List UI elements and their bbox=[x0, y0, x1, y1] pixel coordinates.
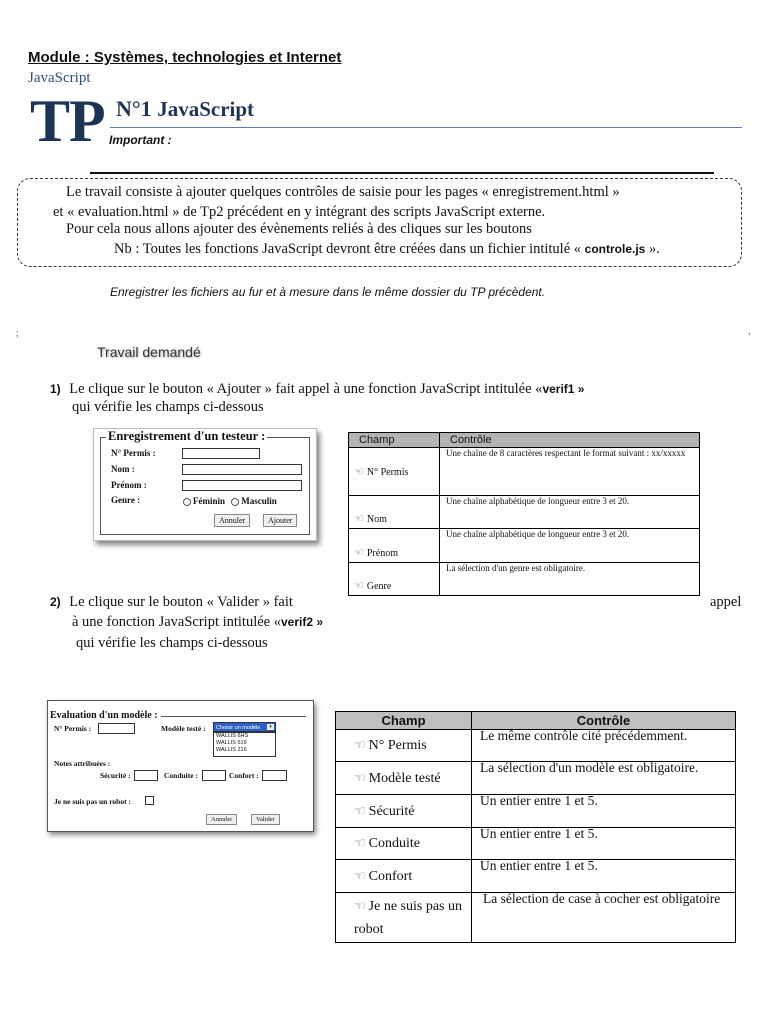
intro-box bbox=[17, 178, 742, 267]
champ-label: N° Permis bbox=[366, 467, 409, 478]
table-row bbox=[349, 563, 700, 596]
question-2 bbox=[50, 594, 293, 611]
question-2-line-2 bbox=[72, 614, 323, 631]
hand-pointer-icon: ☜ bbox=[354, 547, 364, 559]
important-label: Important : bbox=[109, 133, 172, 147]
form-legend: Enregistrement d'un testeur : bbox=[108, 429, 266, 443]
annuler-button[interactable]: Annuler bbox=[214, 514, 250, 527]
intro-line-3: Pour cela nous allons ajouter des évènements reliés à des cliques sur les boutons bbox=[66, 221, 532, 237]
champ-label: Sécurité bbox=[368, 803, 415, 819]
table-1-cell-champ bbox=[349, 529, 440, 563]
modele-options-list bbox=[213, 732, 276, 757]
separator-line bbox=[90, 172, 714, 174]
prenom-input[interactable] bbox=[182, 480, 302, 491]
champ-label: Modèle testé bbox=[368, 770, 441, 786]
form-evaluation-screenshot bbox=[47, 700, 314, 832]
table-2-cell-controle: Le même contrôle cité précédemment. bbox=[472, 730, 736, 762]
form-2-annuler-button[interactable]: Annuler bbox=[206, 814, 237, 825]
champ-label: Confort bbox=[368, 868, 413, 884]
chevron-down-icon[interactable]: ▾ bbox=[267, 724, 274, 730]
table-1-header-champ: Champ bbox=[349, 433, 440, 448]
question-2-text-2: à une fonction JavaScript intitulée « bbox=[72, 614, 281, 630]
masculin-radio[interactable] bbox=[231, 498, 239, 506]
table-row bbox=[336, 762, 736, 795]
question-1-number: 1) bbox=[50, 382, 61, 396]
question-1 bbox=[50, 381, 584, 398]
question-2-text-3: qui vérifie les champs ci-dessous bbox=[76, 635, 268, 651]
table-2-header-controle: Contrôle bbox=[472, 712, 736, 730]
champ-label: Je ne suis pas un robot bbox=[354, 899, 462, 937]
table-2-cell-controle: Un entier entre 1 et 5. bbox=[472, 828, 736, 860]
table-2-cell-champ bbox=[336, 828, 472, 860]
form-fieldset bbox=[100, 429, 310, 535]
table-2-cell-champ bbox=[336, 860, 472, 893]
feminin-radio[interactable] bbox=[183, 498, 191, 506]
table-controles-1 bbox=[348, 432, 700, 596]
securite-label: Sécurité : bbox=[100, 771, 131, 780]
intro-line-4-prefix: Nb : Toutes les fonctions JavaScript devront être créées dans un fichier intitulé « bbox=[114, 241, 582, 257]
table-row bbox=[349, 529, 700, 563]
margin-mark-right: , bbox=[748, 326, 751, 337]
modele-label: Modèle testé : bbox=[161, 724, 206, 733]
hand-pointer-icon: ☜ bbox=[354, 769, 366, 785]
confort-label: Confort : bbox=[229, 771, 259, 780]
table-2-cell-champ bbox=[336, 762, 472, 795]
genre-options bbox=[183, 496, 277, 506]
form-2-permis-input[interactable] bbox=[98, 723, 135, 734]
question-1-text: Le clique sur le bouton « Ajouter » fait appel à une fonction JavaScript intitulée « bbox=[69, 381, 543, 397]
intro-line-1: Le travail consiste à ajouter quelques contrôles de saisie pour les pages « enregistrement.html » bbox=[66, 184, 620, 200]
table-controles-2 bbox=[335, 711, 736, 943]
intro-file-name: controle.js bbox=[584, 242, 646, 256]
intro-line-4 bbox=[114, 241, 660, 258]
section-title: Travail demandé bbox=[97, 344, 201, 360]
margin-mark-left: ; bbox=[16, 328, 19, 339]
question-2-function: verif2 » bbox=[280, 615, 324, 629]
modele-option[interactable]: WALLIS 216 bbox=[216, 747, 247, 753]
form-enregistrement-screenshot bbox=[93, 428, 317, 541]
tp-logo-text: TP bbox=[30, 88, 105, 154]
table-2-cell-controle: La sélection d'un modèle est obligatoire. bbox=[472, 762, 736, 795]
table-2-cell-champ bbox=[336, 893, 472, 943]
notes-label: Notes attribuées : bbox=[54, 759, 111, 768]
question-1-function: verif1 » bbox=[542, 382, 585, 396]
permis-input[interactable] bbox=[182, 448, 260, 459]
table-1-cell-controle: La sélection d'un genre est obligatoire. bbox=[440, 563, 700, 596]
form-2-permis-label: N° Permis : bbox=[54, 724, 92, 733]
hand-pointer-icon: ☜ bbox=[354, 466, 364, 478]
table-row bbox=[336, 730, 736, 762]
nom-label: Nom : bbox=[111, 464, 135, 474]
tp-number-title bbox=[116, 96, 254, 122]
table-row bbox=[336, 860, 736, 893]
table-row bbox=[349, 496, 700, 529]
table-2-cell-champ bbox=[336, 795, 472, 828]
table-1-cell-champ bbox=[349, 563, 440, 596]
modele-select-value: Choisir un modèle bbox=[216, 725, 261, 731]
table-1-cell-controle: Une chaîne de 8 caractères respectant le format suivant : xx/xxxxx bbox=[440, 448, 700, 496]
tp-number: N°1 bbox=[116, 96, 152, 121]
intro-line-2: et « evaluation.html » de Tp2 précédent en y intégrant des scripts JavaScript externe. bbox=[53, 204, 546, 220]
modele-option[interactable]: WALLIS 6HS bbox=[216, 733, 249, 739]
table-1-cell-champ bbox=[349, 448, 440, 496]
hand-pointer-icon: ☜ bbox=[354, 580, 364, 592]
modele-option[interactable]: WALLIS 619 bbox=[216, 740, 247, 746]
champ-label: N° Permis bbox=[368, 738, 427, 753]
table-1-cell-controle: Une chaîne alphabétique de longueur entre 3 et 20. bbox=[440, 496, 700, 529]
table-2-cell-champ bbox=[336, 730, 472, 762]
table-1-cell-controle: Une chaîne alphabétique de longueur entre 3 et 20. bbox=[440, 529, 700, 563]
question-2-text-end: appel bbox=[710, 594, 742, 610]
subject-label: JavaScript bbox=[28, 70, 91, 86]
nom-input[interactable] bbox=[182, 464, 302, 475]
table-2-cell-controle: La sélection de case à cocher est obligatoire bbox=[472, 893, 736, 943]
conduite-label: Conduite : bbox=[164, 771, 198, 780]
table-2-cell-controle: Un entier entre 1 et 5. bbox=[472, 795, 736, 828]
securite-input[interactable] bbox=[134, 770, 158, 781]
feminin-label: Féminin bbox=[193, 496, 226, 506]
table-2-header-champ: Champ bbox=[336, 712, 472, 730]
robot-label: Je ne suis pas un robot : bbox=[54, 797, 131, 806]
permis-label: N° Permis : bbox=[111, 448, 156, 458]
genre-label: Genre : bbox=[111, 495, 141, 505]
table-1-header-controle: Contrôle bbox=[440, 433, 700, 448]
intro-line-4-suffix: ». bbox=[648, 241, 660, 257]
ajouter-button[interactable]: Ajouter bbox=[263, 514, 297, 527]
save-note: Enregistrer les fichiers au fur et à mesure dans le même dossier du TP précèdent. bbox=[110, 285, 546, 299]
conduite-input[interactable] bbox=[202, 770, 226, 781]
table-1-cell-champ bbox=[349, 496, 440, 529]
robot-checkbox[interactable] bbox=[145, 796, 154, 805]
champ-label: Prénom bbox=[366, 548, 398, 559]
hand-pointer-icon: ☜ bbox=[354, 898, 366, 913]
form-2-legend-line bbox=[161, 716, 306, 717]
question-1-text-2: qui vérifie les champs ci-dessous bbox=[72, 399, 264, 415]
module-title: Module : Systèmes, technologies et Internet bbox=[28, 49, 342, 66]
hand-pointer-icon: ☜ bbox=[354, 513, 364, 525]
table-2-cell-controle: Un entier entre 1 et 5. bbox=[472, 860, 736, 893]
modele-select[interactable] bbox=[213, 722, 276, 732]
valider-button[interactable]: Valider bbox=[251, 814, 280, 825]
confort-input[interactable] bbox=[262, 770, 287, 781]
champ-label: Conduite bbox=[368, 836, 420, 851]
tp-subject: JavaScript bbox=[157, 97, 255, 121]
table-row bbox=[336, 828, 736, 860]
champ-label: Nom bbox=[366, 514, 387, 525]
table-row bbox=[336, 893, 736, 943]
hand-pointer-icon: ☜ bbox=[354, 835, 366, 850]
champ-label: Genre bbox=[366, 581, 392, 592]
hand-pointer-icon: ☜ bbox=[354, 802, 366, 818]
table-row bbox=[349, 448, 700, 496]
form-2-legend: Evaluation d'un modèle : bbox=[50, 710, 158, 721]
prenom-label: Prénom : bbox=[111, 480, 147, 490]
question-2-number: 2) bbox=[50, 595, 61, 609]
hand-pointer-icon: ☜ bbox=[354, 737, 366, 752]
hand-pointer-icon: ☜ bbox=[354, 867, 366, 883]
table-row bbox=[336, 795, 736, 828]
question-2-text: Le clique sur le bouton « Valider » fait bbox=[69, 594, 293, 610]
masculin-label: Masculin bbox=[241, 496, 277, 506]
title-rule bbox=[110, 127, 742, 128]
